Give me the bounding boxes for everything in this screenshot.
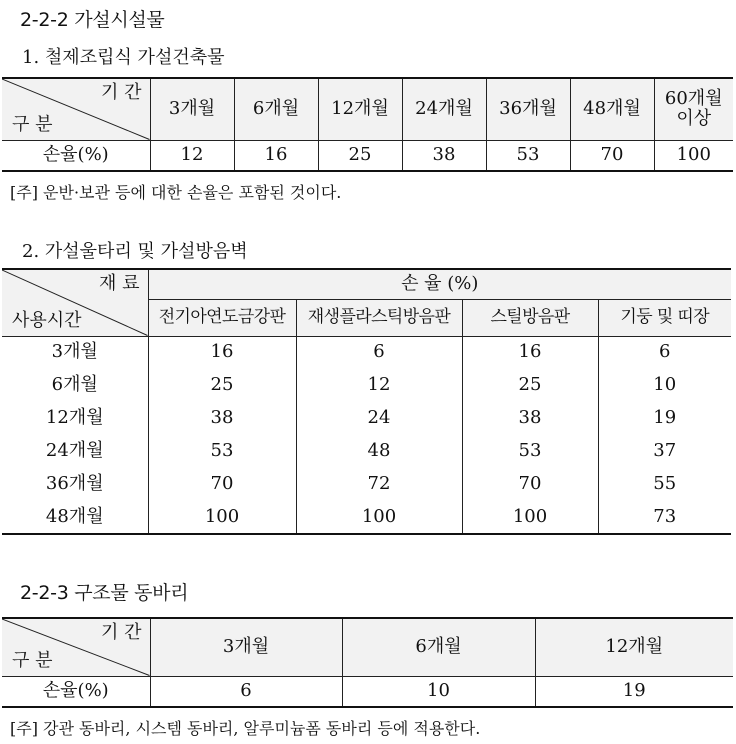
table-cell: 25 xyxy=(462,369,598,402)
table-cell: 72 xyxy=(296,468,462,501)
row-label: 6개월 xyxy=(2,369,148,402)
corner-bottom-label: 사용시간 xyxy=(12,309,82,331)
table-cell: 100 xyxy=(148,501,296,534)
corner-header-cell xyxy=(2,78,150,140)
table-cell: 16 xyxy=(234,140,318,171)
table-cell: 48 xyxy=(296,435,462,468)
table-cell: 10 xyxy=(342,676,535,707)
subsection-title-1: 1. 철제조립식 가설건축물 xyxy=(22,47,225,68)
column-header: 12개월 xyxy=(318,78,402,140)
column-header: 기둥 및 띠장 xyxy=(598,299,731,336)
table-cell: 25 xyxy=(318,140,402,171)
table-cell: 6 xyxy=(598,336,731,369)
column-header: 전기아연도금강판 xyxy=(148,299,296,336)
table-temporary-fence xyxy=(2,268,731,535)
table-cell: 16 xyxy=(462,336,598,369)
table-cell: 70 xyxy=(148,468,296,501)
table-cell: 37 xyxy=(598,435,731,468)
table-cell: 53 xyxy=(486,140,570,171)
table-cell: 55 xyxy=(598,468,731,501)
group-header: 손 율 (%) xyxy=(148,269,731,299)
section-title-2-2-2: 2-2-2 가설시설물 xyxy=(20,9,165,31)
table-cell: 16 xyxy=(148,336,296,369)
table-cell: 19 xyxy=(598,402,731,435)
table-cell: 19 xyxy=(535,676,733,707)
table-cell: 24 xyxy=(296,402,462,435)
table-cell: 38 xyxy=(462,402,598,435)
column-header: 24개월 xyxy=(402,78,486,140)
row-label: 48개월 xyxy=(2,501,148,534)
section-title-2-2-3: 2-2-3 구조물 동바리 xyxy=(20,582,189,604)
corner-header-cell xyxy=(2,618,150,676)
corner-bottom-label: 구 분 xyxy=(12,113,53,135)
corner-header-cell xyxy=(2,269,148,336)
row-label: 36개월 xyxy=(2,468,148,501)
column-header: 60개월 이상 xyxy=(654,78,733,140)
column-header: 스틸방음판 xyxy=(462,299,598,336)
row-label: 손율(%) xyxy=(2,676,150,707)
table-cell: 6 xyxy=(150,676,342,707)
table-cell: 53 xyxy=(148,435,296,468)
corner-top-label: 재 료 xyxy=(99,273,140,294)
table-cell: 100 xyxy=(296,501,462,534)
column-header: 36개월 xyxy=(486,78,570,140)
row-label: 3개월 xyxy=(2,336,148,369)
column-header: 48개월 xyxy=(570,78,654,140)
table-cell: 10 xyxy=(598,369,731,402)
note-1: [주] 운반·보관 등에 대한 손율은 포함된 것이다. xyxy=(10,183,342,202)
table-cell: 6 xyxy=(296,336,462,369)
table-cell: 100 xyxy=(462,501,598,534)
table-steel-prefab xyxy=(2,77,733,172)
column-header: 재생플라스틱방음판 xyxy=(296,299,462,336)
corner-top-label: 기 간 xyxy=(101,622,142,643)
row-label: 24개월 xyxy=(2,435,148,468)
subsection-title-2: 2. 가설울타리 및 가설방음벽 xyxy=(22,241,248,262)
column-header: 3개월 xyxy=(150,618,342,676)
table-cell: 70 xyxy=(570,140,654,171)
table-cell: 38 xyxy=(148,402,296,435)
column-header: 6개월 xyxy=(234,78,318,140)
table-cell: 12 xyxy=(150,140,234,171)
corner-bottom-label: 구 분 xyxy=(12,649,53,671)
table-cell: 12 xyxy=(296,369,462,402)
row-label: 12개월 xyxy=(2,402,148,435)
column-header: 6개월 xyxy=(342,618,535,676)
table-cell: 73 xyxy=(598,501,731,534)
table-cell: 100 xyxy=(654,140,733,171)
table-cell: 53 xyxy=(462,435,598,468)
column-header: 3개월 xyxy=(150,78,234,140)
table-cell: 70 xyxy=(462,468,598,501)
table-structure-shoring xyxy=(2,617,733,708)
table-cell: 38 xyxy=(402,140,486,171)
table-cell: 25 xyxy=(148,369,296,402)
note-2: [주] 강관 동바리, 시스템 동바리, 알루미늄폼 동바리 등에 적용한다. xyxy=(10,719,481,738)
row-label: 손율(%) xyxy=(2,140,150,171)
column-header: 12개월 xyxy=(535,618,733,676)
corner-top-label: 기 간 xyxy=(101,82,142,103)
